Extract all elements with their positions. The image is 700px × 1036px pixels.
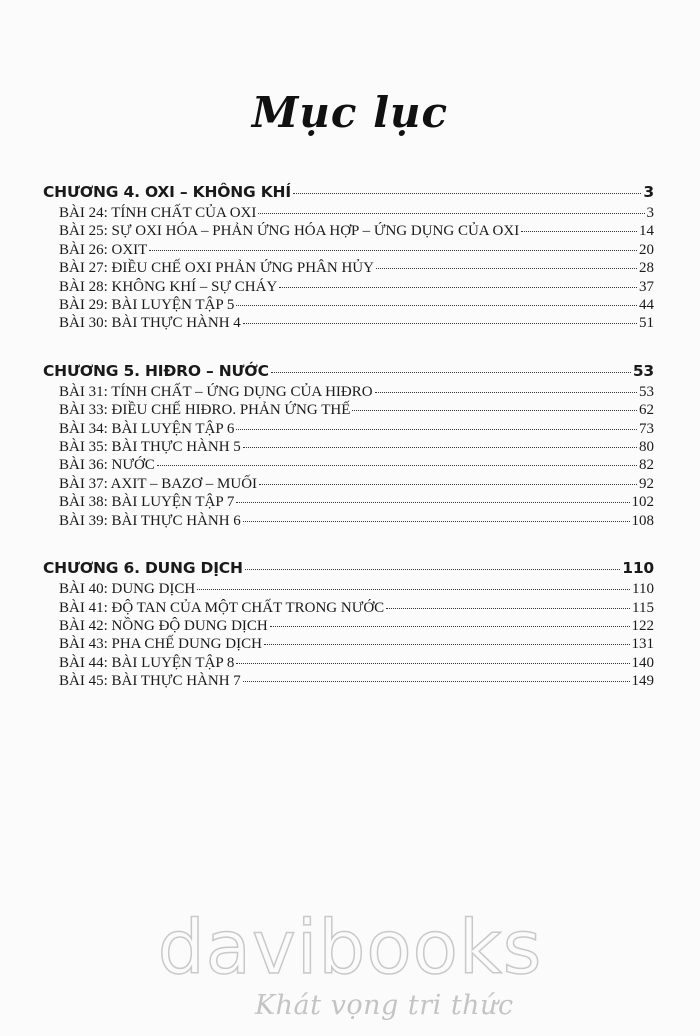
lesson-entry-label: BÀI 31: TÍNH CHẤT – ỨNG DỤNG CỦA HIĐRO — [59, 383, 373, 400]
lesson-entry — [43, 204, 654, 222]
lesson-entry-page-number: 115 — [632, 599, 654, 616]
chapter-heading-label: CHƯƠNG 6. DUNG DỊCH — [43, 559, 243, 578]
lesson-entry — [43, 259, 654, 277]
lesson-entry-label: BÀI 25: SỰ OXI HÓA – PHẢN ỨNG HÓA HỢP – ỨNG DỤNG CỦA OXI — [59, 223, 520, 240]
lesson-entry-page-number: 51 — [639, 315, 654, 332]
lesson-entry-label: BÀI 28: KHÔNG KHÍ – SỰ CHÁY — [59, 278, 278, 295]
lesson-entry-label: BÀI 37: AXIT – BAZƠ – MUỐI — [59, 475, 258, 492]
lesson-entry — [43, 456, 654, 474]
dot-leader — [197, 588, 630, 590]
lesson-entry-page-number: 3 — [646, 205, 654, 221]
lesson-entry-label: BÀI 30: BÀI THỰC HÀNH 4 — [59, 315, 241, 332]
lesson-entry-label: BÀI 27: ĐIỀU CHẾ OXI PHẢN ỨNG PHÂN HỦY — [59, 260, 374, 277]
lesson-entry-page-number: 73 — [639, 420, 654, 437]
lesson-entry-page-number: 102 — [631, 494, 654, 511]
lesson-entry-page-number: 140 — [631, 654, 654, 671]
dot-leader — [376, 267, 637, 269]
lesson-entry — [43, 438, 654, 456]
lesson-entry — [43, 314, 654, 332]
page-title: Mục lục — [251, 88, 449, 137]
lesson-entry-page-number: 44 — [639, 297, 654, 314]
lesson-entry — [43, 512, 654, 530]
dot-leader — [157, 464, 637, 466]
lesson-entry — [43, 580, 654, 598]
lesson-entry-label: BÀI 33: ĐIỀU CHẾ HIĐRO. PHẢN ỨNG THẾ — [59, 402, 351, 419]
dot-leader — [271, 371, 631, 373]
lesson-entry-label: BÀI 38: BÀI LUYỆN TẬP 7 — [59, 494, 235, 511]
lesson-entry-label: BÀI 34: BÀI LUYỆN TẬP 6 — [59, 420, 235, 437]
lesson-entry-page-number: 122 — [631, 617, 654, 634]
lesson-entry — [43, 278, 654, 296]
dot-leader — [243, 520, 630, 522]
chapter-heading-page-number: 110 — [622, 559, 654, 578]
lesson-entry-label: BÀI 41: ĐỘ TAN CỦA MỘT CHẤT TRONG NƯỚC — [59, 599, 385, 616]
lesson-entry — [43, 493, 654, 511]
chapter-heading-page-number: 53 — [632, 361, 654, 380]
lesson-entry — [43, 617, 654, 635]
lesson-entry — [43, 241, 654, 259]
lesson-entry-label: BÀI 24: TÍNH CHẤT CỦA OXI — [59, 205, 257, 221]
chapter-heading — [43, 559, 654, 578]
dot-leader — [236, 501, 629, 503]
lesson-entry — [43, 475, 654, 493]
lesson-entry-label: BÀI 39: BÀI THỰC HÀNH 6 — [59, 512, 241, 529]
dot-leader — [293, 192, 642, 194]
chapter-heading-label: CHƯƠNG 5. HIĐRO – NƯỚC — [43, 361, 269, 380]
dot-leader — [258, 212, 644, 214]
chapter-block — [43, 183, 654, 333]
lesson-entry-page-number: 20 — [639, 241, 654, 258]
lesson-entry-label: BÀI 42: NỒNG ĐỘ DUNG DỊCH — [59, 617, 268, 634]
lesson-entry-label: BÀI 44: BÀI LUYỆN TẬP 8 — [59, 654, 235, 671]
lesson-entry-page-number: 14 — [639, 223, 654, 240]
lesson-entry — [43, 672, 654, 690]
dot-leader — [270, 625, 630, 627]
lesson-entry-page-number: 110 — [632, 581, 654, 598]
lesson-entry-page-number: 62 — [639, 402, 654, 419]
lesson-entry — [43, 635, 654, 653]
dot-leader — [521, 230, 637, 232]
watermark-tagline: Khát vọng tri thức — [255, 990, 514, 1021]
lesson-entry — [43, 654, 654, 672]
lesson-entry-label: BÀI 29: BÀI LUYỆN TẬP 5 — [59, 297, 235, 314]
lesson-entry-label: BÀI 40: DUNG DỊCH — [59, 581, 196, 598]
lesson-entry-page-number: 92 — [639, 475, 654, 492]
dot-leader — [264, 643, 630, 645]
dot-leader — [386, 607, 630, 609]
lesson-entry-label: BÀI 43: PHA CHẾ DUNG DỊCH — [59, 636, 262, 653]
lesson-entry-label: BÀI 35: BÀI THỰC HÀNH 5 — [59, 439, 241, 456]
dot-leader — [149, 249, 637, 251]
lesson-entry-page-number: 108 — [631, 512, 654, 529]
lesson-entry-label: BÀI 36: NƯỚC — [59, 457, 155, 474]
lesson-entry — [43, 383, 654, 401]
chapter-heading — [43, 362, 654, 381]
lesson-entry — [43, 401, 654, 419]
lesson-entry-page-number: 131 — [631, 636, 654, 653]
dot-leader — [236, 304, 637, 306]
watermark-logo: davibooks — [157, 905, 543, 991]
dot-leader — [352, 409, 637, 411]
dot-leader — [259, 483, 637, 485]
lesson-entry — [43, 222, 654, 240]
dot-leader — [243, 680, 630, 682]
dot-leader — [243, 322, 637, 324]
lesson-entry-label: BÀI 26: OXIT — [59, 241, 148, 258]
dot-leader — [236, 428, 637, 430]
lesson-entry-page-number: 37 — [639, 278, 654, 295]
dot-leader — [245, 568, 621, 570]
lesson-entry-page-number: 82 — [639, 457, 654, 474]
lesson-entry-page-number: 53 — [639, 383, 654, 400]
lesson-entry-label: BÀI 45: BÀI THỰC HÀNH 7 — [59, 673, 241, 690]
lesson-entry-page-number: 28 — [639, 260, 654, 277]
lesson-entry — [43, 420, 654, 438]
dot-leader — [243, 446, 637, 448]
chapter-heading — [43, 183, 654, 202]
lesson-entry-page-number: 80 — [639, 439, 654, 456]
dot-leader — [236, 662, 629, 664]
chapter-heading-page-number: 3 — [643, 183, 654, 201]
dot-leader — [375, 391, 637, 393]
chapter-heading-label: CHƯƠNG 4. OXI – KHÔNG KHÍ — [43, 183, 291, 201]
dot-leader — [279, 286, 637, 288]
lesson-entry — [43, 296, 654, 314]
table-of-contents — [43, 183, 654, 720]
lesson-entry-page-number: 149 — [631, 673, 654, 690]
lesson-entry — [43, 599, 654, 617]
chapter-block — [43, 559, 654, 690]
chapter-block — [43, 362, 654, 530]
